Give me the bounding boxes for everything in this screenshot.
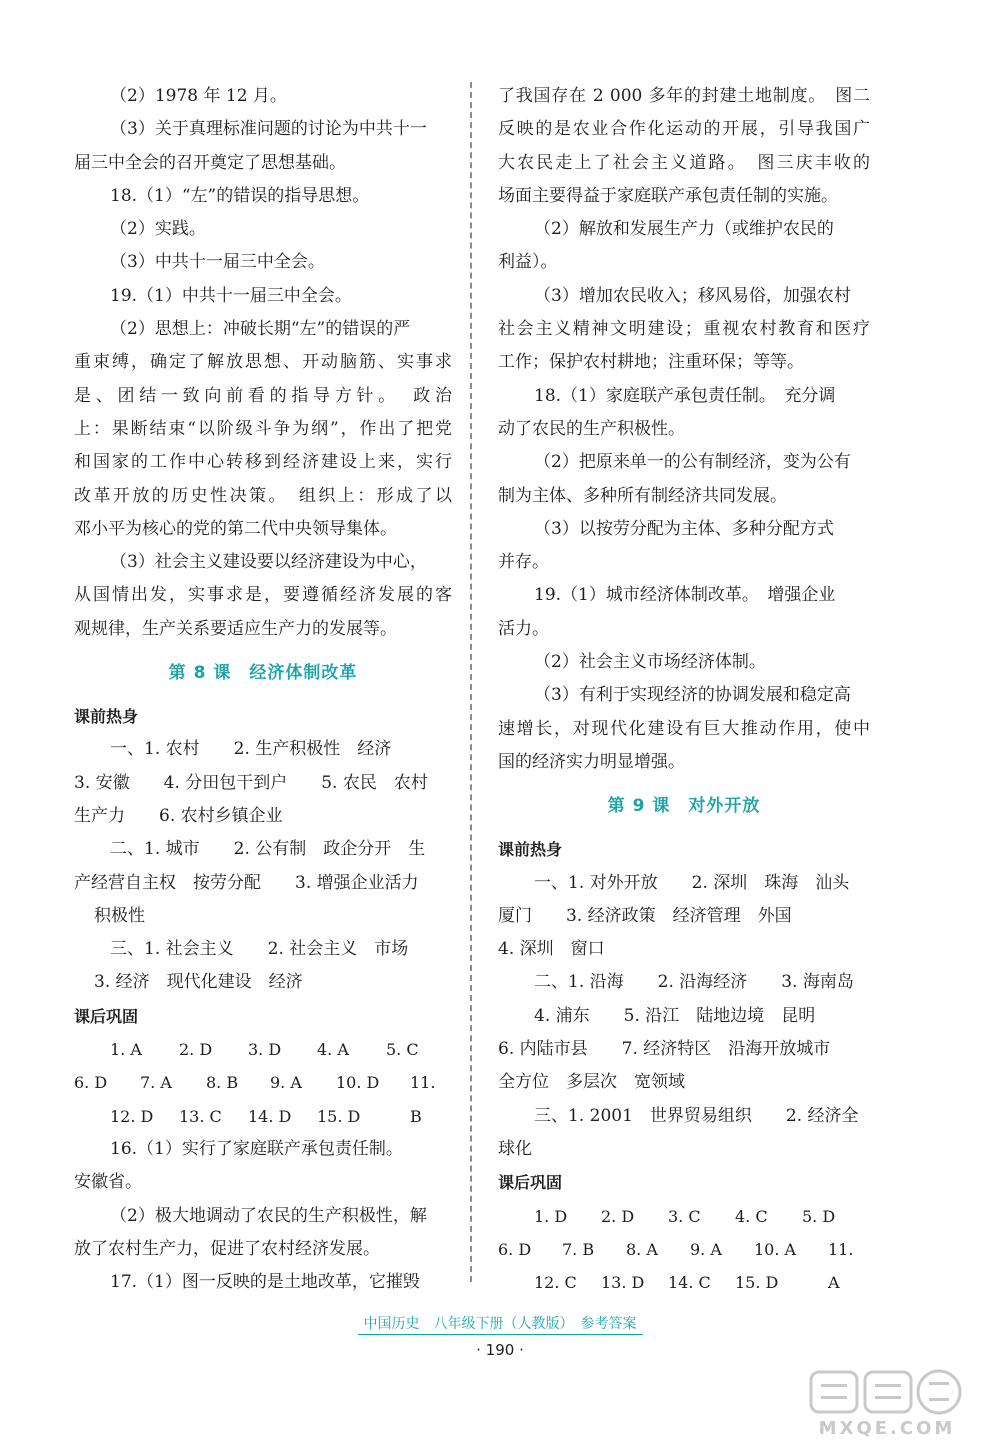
paragraph-line: （3）中共十一届三中全会。 (110, 252, 325, 273)
answer-item: 3. C (668, 1206, 701, 1226)
warmup-line: 球化 (498, 1138, 532, 1159)
warmup-line: 三、1. 社会主义 2. 社会主义 市场 (110, 939, 409, 960)
section-title-lesson-8: 第 8 课 经济体制改革 (168, 663, 358, 684)
subheading-warmup: 课前热身 (498, 840, 563, 860)
answer-item: 1. D (534, 1206, 568, 1226)
answer-item: 5. D (802, 1206, 836, 1226)
paragraph-line: 18.（1）“左”的错误的指导思想。 (110, 185, 370, 206)
answer-item: 9. A (690, 1239, 722, 1259)
paragraph-line: 制为主体、多种所有制经济共同发展。 (498, 485, 787, 506)
answer-row (74, 1100, 452, 1133)
warmup-line: 全方位 多层次 宽领域 (498, 1072, 685, 1093)
watermark-logo-icon (805, 1368, 970, 1440)
paragraph-line: 重束缚，确定了解放思想、开动脑筋、实事求 (74, 352, 452, 373)
paragraph-line: （2）把原来单一的公有制经济，变为公有 (534, 452, 851, 473)
paragraph-line: 动了农民的生产积极性。 (498, 418, 685, 439)
paragraph-line: 工作；保护农村耕地；注重环保；等等。 (498, 352, 804, 373)
paragraph-line: 安徽省。 (74, 1172, 142, 1193)
paragraph-line: 19.（1）中共十一届三中全会。 (110, 285, 352, 306)
warmup-line: 一、1. 对外开放 2. 深圳 珠海 汕头 (534, 872, 850, 893)
answer-item: 2. D (601, 1206, 635, 1226)
subheading-review: 课后巩固 (498, 1173, 563, 1193)
paragraph-line: （2）解放和发展生产力（或维护农民的 (534, 219, 834, 240)
paragraph-line: 是、团结一致向前看的指导方针。 政治 (74, 385, 452, 406)
answer-item: 7. A (140, 1073, 172, 1093)
answer-item: 6. D (74, 1073, 108, 1093)
page-number: · 190 · (476, 1341, 524, 1359)
warmup-line: 生产力 6. 农村乡镇企业 (74, 805, 283, 826)
paragraph-line: （3）增加农民收入；移风易俗，加强农村 (534, 285, 851, 306)
section-title-lesson-9: 第 9 课 对外开放 (607, 796, 761, 817)
paragraph-line: 从国情出发，实事求是，要遵循经济发展的客 (74, 585, 452, 606)
paragraph-line: 18.（1）家庭联产承包责任制。 充分调 (534, 385, 836, 406)
left-column (74, 80, 452, 1299)
answer-item: 2. D (179, 1040, 213, 1060)
paragraph-line: （3）以按劳分配为主体、多种分配方式 (534, 518, 834, 539)
answer-item: 10. D (336, 1073, 380, 1093)
paragraph-line: 放了农村生产力，促进了农村经济发展。 (74, 1238, 380, 1259)
answer-item: 4. A (317, 1040, 349, 1060)
paragraph-line: 17.（1）图一反映的是土地改革，它摧毁 (110, 1272, 420, 1293)
paragraph-line: 届三中全会的召开奠定了思想基础。 (74, 152, 346, 173)
answer-item: 13. D (601, 1273, 645, 1293)
answer-item: 4. C (735, 1206, 768, 1226)
warmup-line: 3. 经济 现代化建设 经济 (94, 972, 303, 993)
paragraph-line: 16.（1）实行了家庭联产承包责任制。 (110, 1138, 403, 1159)
answer-item: 8. B (206, 1073, 239, 1093)
answer-item: 12. C (534, 1273, 577, 1293)
warmup-line: 二、1. 城市 2. 公有制 政企分开 生 (110, 839, 426, 860)
answer-item: 7. B (562, 1239, 595, 1259)
right-column (498, 80, 870, 1299)
paragraph-line: 场面主要得益于家庭联产承包责任制的实施。 (498, 185, 838, 206)
answer-item: 11. B (410, 1073, 436, 1126)
answer-item: 3. D (248, 1040, 282, 1060)
warmup-line: 积极性 (94, 905, 145, 926)
paragraph-line: 和国家的工作中心转移到经济建设上来，实行 (74, 452, 452, 473)
warmup-line: 一、1. 农村 2. 生产积极性 经济 (110, 739, 392, 760)
answer-item: 10. A (754, 1239, 797, 1259)
paragraph-line: 了我国存在 2 000 多年的封建土地制度。 图二 (498, 86, 870, 106)
svg-text:MXQE.COM: MXQE.COM (818, 1418, 956, 1439)
paragraph-line: 大农民走上了社会主义道路。 图三庆丰收的 (498, 152, 870, 173)
warmup-line: 4. 深圳 窗口 (498, 939, 605, 960)
warmup-line: 产经营自主权 按劳分配 3. 增强企业活力 (74, 872, 419, 893)
paragraph-line: 上：果断结束“以阶级斗争为纲”，作出了把党 (74, 418, 452, 439)
paragraph-line: 并存。 (498, 552, 549, 573)
column-divider (470, 82, 472, 1282)
warmup-line: 4. 浦东 5. 沿江 陆地边境 昆明 (534, 1005, 816, 1026)
paragraph-line: 19.（1）城市经济体制改革。 增强企业 (534, 585, 836, 606)
paragraph-line: （2）实践。 (110, 219, 206, 240)
paragraph-line: （3）社会主义建设要以经济建设为中心， (110, 552, 427, 573)
paragraph-line: 利益）。 (498, 252, 558, 273)
answer-item: 11. A (828, 1239, 854, 1293)
subheading-warmup: 课前热身 (74, 707, 139, 727)
answer-item: 15. D (735, 1273, 779, 1293)
paragraph-line: 观规律，生产关系要适应生产力的发展等。 (74, 618, 397, 639)
answer-item: 9. A (270, 1073, 302, 1093)
book-title: 中国历史 八年级下册（人教版） 参考答案 (358, 1313, 643, 1335)
answer-item: 1. A (110, 1040, 142, 1060)
warmup-line: 三、1. 2001 世界贸易组织 2. 经济全 (534, 1105, 859, 1126)
answer-item: 5. C (386, 1040, 419, 1060)
paragraph-line: 改革开放的历史性决策。 组织上：形成了以 (74, 485, 452, 506)
paragraph-line: 速增长，对现代化建设有巨大推动作用，使中 (498, 718, 870, 739)
paragraph-line: （3）有利于实现经济的协调发展和稳定高 (534, 685, 851, 706)
answer-row (498, 1266, 870, 1299)
paragraph-line: 社会主义精神文明建设；重视农村教育和医疗 (498, 319, 870, 340)
answer-item: 14. D (248, 1106, 292, 1126)
answer-item: 6. D (498, 1239, 532, 1259)
answer-item: 8. A (626, 1239, 658, 1259)
paragraph-line: （2）思想上：冲破长期“左”的错误的严 (110, 319, 411, 340)
answer-row (74, 1033, 452, 1066)
answer-row (498, 1200, 870, 1233)
page-footer (0, 1313, 1000, 1335)
warmup-line: 厦门 3. 经济政策 经济管理 外国 (498, 905, 792, 926)
paragraph-line: （2）1978 年 12 月。 (110, 86, 287, 106)
subheading-review: 课后巩固 (74, 1006, 139, 1026)
paragraph-line: 邓小平为核心的党的第二代中央领导集体。 (74, 518, 397, 539)
paragraph-line: （3）关于真理标准问题的讨论为中共十一 (110, 119, 427, 140)
answer-item: 13. C (179, 1106, 222, 1126)
paragraph-line: 活力。 (498, 618, 549, 639)
warmup-line: 二、1. 沿海 2. 沿海经济 3. 海南岛 (534, 972, 854, 993)
paragraph-line: （2）极大地调动了农民的生产积极性，解 (110, 1205, 427, 1226)
warmup-line: 3. 安徽 4. 分田包干到户 5. 农民 农村 (74, 772, 428, 793)
paragraph-line: （2）社会主义市场经济体制。 (534, 652, 766, 673)
answer-item: 14. C (668, 1273, 711, 1293)
answer-item: 15. D (317, 1106, 361, 1126)
paragraph-line: 反映的是农业合作化运动的开展，引导我国广 (498, 119, 870, 140)
paragraph-line: 国的经济实力明显增强。 (498, 751, 685, 772)
answer-item: 12. D (110, 1106, 154, 1126)
warmup-line: 6. 内陆市县 7. 经济特区 沿海开放城市 (498, 1039, 831, 1060)
